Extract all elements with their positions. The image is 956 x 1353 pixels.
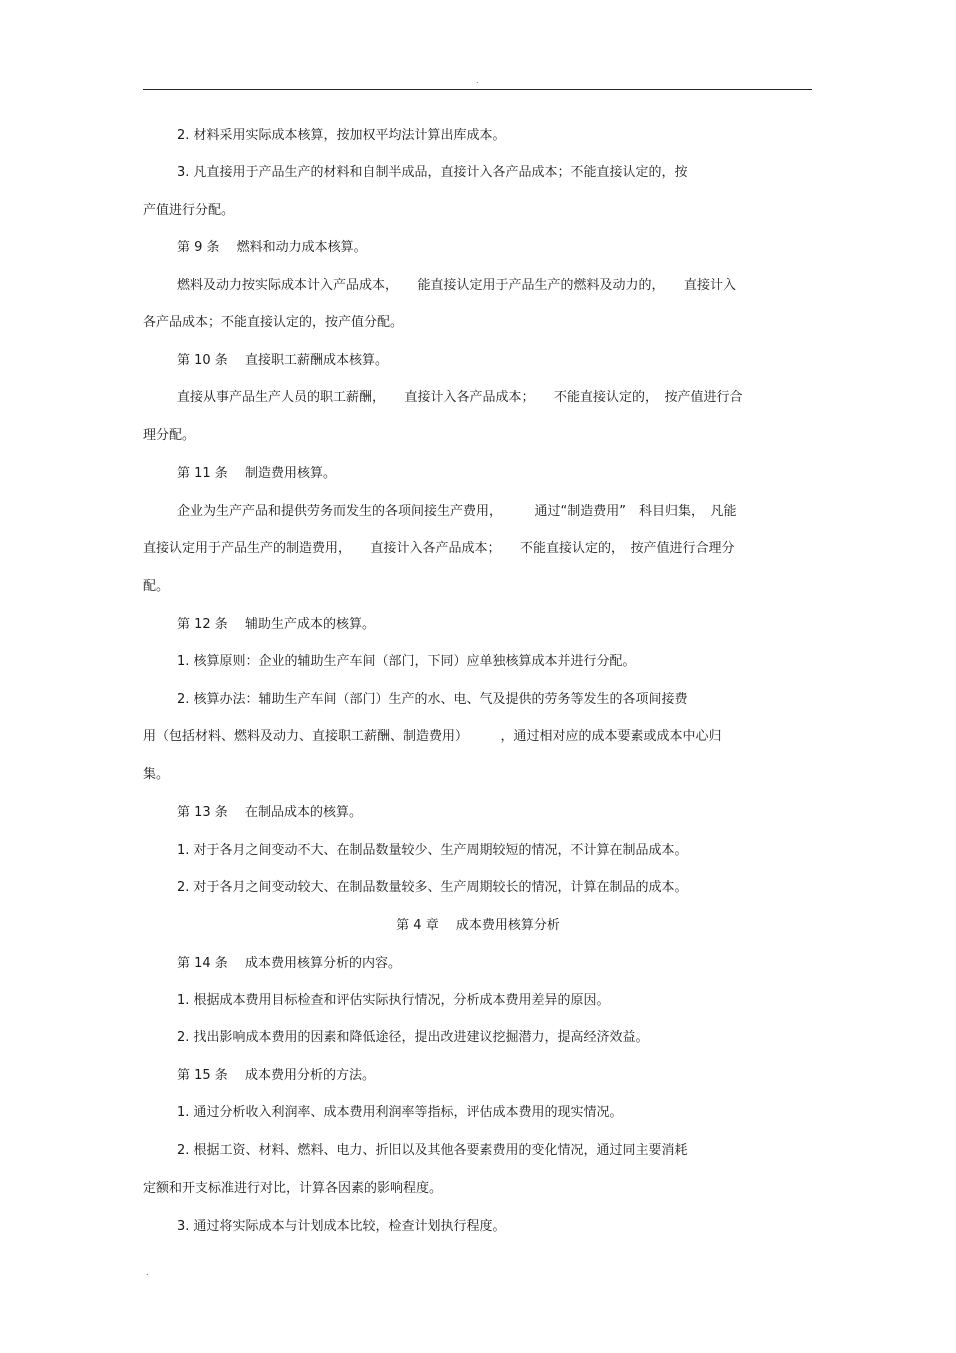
article-heading: 第 11 条 制造费用核算。 bbox=[177, 466, 336, 481]
paragraph-line: 1. 通过分析收入利润率、成本费用利润率等指标，评估成本费用的现实情况。 bbox=[177, 1105, 623, 1120]
paragraph-line: 2. 对于各月之间变动较大、在制品数量较多、生产周期较长的情况，计算在制品的成本。 bbox=[177, 880, 688, 895]
paragraph-line: 1. 根据成本费用目标检查和评估实际执行情况，分析成本费用差异的原因。 bbox=[177, 993, 610, 1008]
article-heading: 第 14 条 成本费用核算分析的内容。 bbox=[177, 956, 401, 971]
paragraph-line: 理分配。 bbox=[143, 428, 196, 443]
article-heading: 第 15 条 成本费用分析的方法。 bbox=[177, 1068, 375, 1083]
chapter-heading: 第 4 章 成本费用核算分析 bbox=[396, 918, 560, 933]
paragraph-line: 2. 材料采用实际成本核算，按加权平均法计算出库成本。 bbox=[177, 128, 506, 143]
paragraph-line: 1. 对于各月之间变动不大、在制品数量较少、生产周期较短的情况，不计算在制品成本。 bbox=[177, 843, 688, 858]
header-mark: . bbox=[476, 76, 479, 85]
paragraph-line: 企业为生产产品和提供劳务而发生的各项间接生产费用， 通过“制造费用” 科目归集， 凡能 bbox=[177, 504, 737, 519]
paragraph-line: 直接认定用于产品生产的制造费用， 直接计入各产品成本； 不能直接认定的， 按产值进行合理分 bbox=[143, 541, 735, 556]
paragraph-line: 直接从事产品生产人员的职工薪酬， 直接计入各产品成本； 不能直接认定的， 按产值进行合 bbox=[177, 390, 743, 405]
paragraph-line: 配。 bbox=[143, 579, 170, 594]
paragraph-line: 2. 根据工资、材料、燃料、电力、折旧以及其他各要素费用的变化情况，通过同主要消耗 bbox=[177, 1143, 688, 1158]
paragraph-line: 各产品成本；不能直接认定的，按产值分配。 bbox=[143, 315, 404, 330]
paragraph-line: 用（包括材料、燃料及动力、直接职工薪酬、制造费用） ，通过相对应的成本要素或成本中心归 bbox=[143, 729, 722, 744]
paragraph-line: 1. 核算原则：企业的辅助生产车间（部门，下同）应单独核算成本并进行分配。 bbox=[177, 654, 636, 669]
article-heading: 第 10 条 直接职工薪酬成本核算。 bbox=[177, 353, 388, 368]
article-heading: 第 13 条 在制品成本的核算。 bbox=[177, 805, 362, 820]
paragraph-line: 燃料及动力按实际成本计入产品成本， 能直接认定用于产品生产的燃料及动力的， 直接计入 bbox=[177, 278, 737, 293]
paragraph-line: 产值进行分配。 bbox=[143, 203, 235, 218]
paragraph-line: 2. 找出影响成本费用的因素和降低途径，提出改进建议挖掘潜力，提高经济效益。 bbox=[177, 1030, 649, 1045]
paragraph-line: 定额和开支标准进行对比，计算各因素的影响程度。 bbox=[143, 1181, 443, 1196]
article-heading: 第 9 条 燃料和动力成本核算。 bbox=[177, 240, 367, 255]
footer-mark: . bbox=[146, 1268, 149, 1277]
paragraph-line: 2. 核算办法：辅助生产车间（部门）生产的水、电、气及提供的劳务等发生的各项间接费 bbox=[177, 692, 688, 707]
paragraph-line: 3. 通过将实际成本与计划成本比较，检查计划执行程度。 bbox=[177, 1219, 506, 1234]
article-heading: 第 12 条 辅助生产成本的核算。 bbox=[177, 617, 375, 632]
header-rule bbox=[143, 89, 812, 90]
paragraph-line: 集。 bbox=[143, 767, 170, 782]
paragraph-line: 3. 凡直接用于产品生产的材料和自制半成品，直接计入各产品成本；不能直接认定的，按 bbox=[177, 165, 688, 180]
